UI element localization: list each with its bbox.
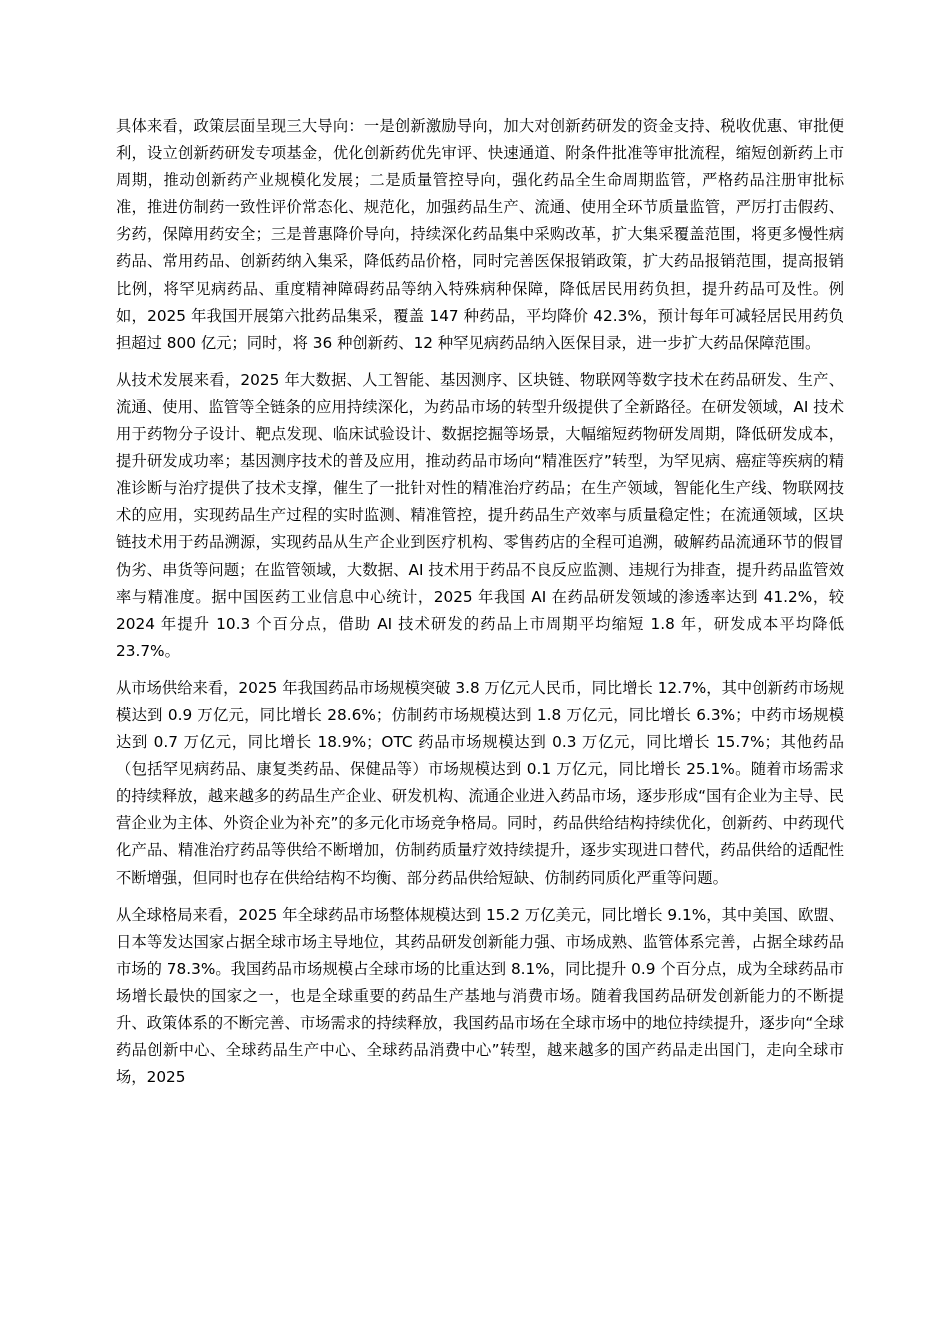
paragraph-global-landscape: 从全球格局来看，2025 年全球药品市场整体规模达到 15.2 万亿美元，同比增长 9.1%，其中美国、欧盟、日本等发达国家占据全球市场主导地位，其药品研发创新能力强、市场成熟、监管体系完善，占据全球药品市场的 78.3%。我国药品市场规模占全球市场的比重达到 8.1%，同比提升 0.9 个百分点，成为全球药品市场增长最快的国家之一，也是全球重要的药品生产基地与消费市场。随着我国药品研发创新能力的不断提升、政策体系的不断完善、市场需求的持续释放，我国药品市场在全球市场中的地位持续提升，逐步向“全球药品创新中心、全球药品生产中心、全球药品消费中心”转型，越来越多的国产药品走出国门，走向全球市场，2025 (116, 905, 844, 1087)
document-page (116, 113, 844, 1101)
paragraph-technology-development: 从技术发展来看，2025 年大数据、人工智能、基因测序、区块链、物联网等数字技术在药品研发、生产、流通、使用、监管等全链条的应用持续深化，为药品市场的转型升级提供了全新路径。在研发领域，AI 技术用于药物分子设计、靶点发现、临床试验设计、数据挖掘等场景，大幅缩短药物研发周期，降低研发成本，提升研发成功率；基因测序技术的普及应用，推动药品市场向“精准医疗”转型，为罕见病、癌症等疾病的精准诊断与治疗提供了技术支撑，催生了一批针对性的精准治疗药品；在生产领域，智能化生产线、物联网技术的应用，实现药品生产过程的实时监测、精准管控，提升药品生产效率与质量稳定性；在流通领域，区块链技术用于药品溯源，实现药品从生产企业到医疗机构、零售药店的全程可追溯，破解药品流通环节的假冒伪劣、串货等问题；在监管领域，大数据、AI 技术用于药品不良反应监测、违规行为排查，提升药品监管效率与精准度。据中国医药工业信息中心统计，2025 年我国 AI 在药品研发领域的渗透率达到 41.2%，较 2024 年提升 10.3 个百分点，借助 AI 技术研发的药品上市周期平均缩短 1.8 年，研发成本平均降低 23.7%。 (116, 370, 844, 660)
paragraph-market-supply: 从市场供给来看，2025 年我国药品市场规模突破 3.8 万亿元人民币，同比增长 12.7%，其中创新药市场规模达到 0.9 万亿元，同比增长 28.6%；仿制药市场规模达到 1.8 万亿元，同比增长 6.3%；中药市场规模达到 0.7 万亿元，同比增长 18.9%；OTC 药品市场规模达到 0.3 万亿元，同比增长 15.7%；其他药品（包括罕见病药品、康复类药品、保健品等）市场规模达到 0.1 万亿元，同比增长 25.1%。随着市场需求的持续释放，越来越多的药品生产企业、研发机构、流通企业进入药品市场，逐步形成“国有企业为主导、民营企业为主体、外资企业为补充”的多元化市场竞争格局。同时，药品供给结构持续优化，创新药、中药现代化产品、精准治疗药品等供给不断增加，仿制药质量疗效持续提升，逐步实现进口替代，药品供给的适配性不断增强，但同时也存在供给结构不均衡、部分药品供给短缺、仿制药同质化严重等问题。 (116, 678, 844, 887)
paragraph-policy-orientation: 具体来看，政策层面呈现三大导向：一是创新激励导向，加大对创新药研发的资金支持、税收优惠、审批便利，设立创新药研发专项基金，优化创新药优先审评、快速通道、附条件批准等审批流程，缩短创新药上市周期，推动创新药产业规模化发展；二是质量管控导向，强化药品全生命周期监管，严格药品注册审批标准，推进仿制药一致性评价常态化、规范化，加强药品生产、流通、使用全环节质量监管，严厉打击假药、劣药，保障用药安全；三是普惠降价导向，持续深化药品集中采购改革，扩大集采覆盖范围，将更多慢性病药品、常用药品、创新药纳入集采，降低药品价格，同时完善医保报销政策，扩大药品报销范围，提高报销比例，将罕见病药品、重度精神障碍药品等纳入特殊病种保障，降低居民用药负担，提升药品可及性。例如，2025 年我国开展第六批药品集采，覆盖 147 种药品，平均降价 42.3%，预计每年可减轻居民用药负担超过 800 亿元；同时，将 36 种创新药、12 种罕见病药品纳入医保目录，进一步扩大药品保障范围。 (116, 117, 844, 352)
